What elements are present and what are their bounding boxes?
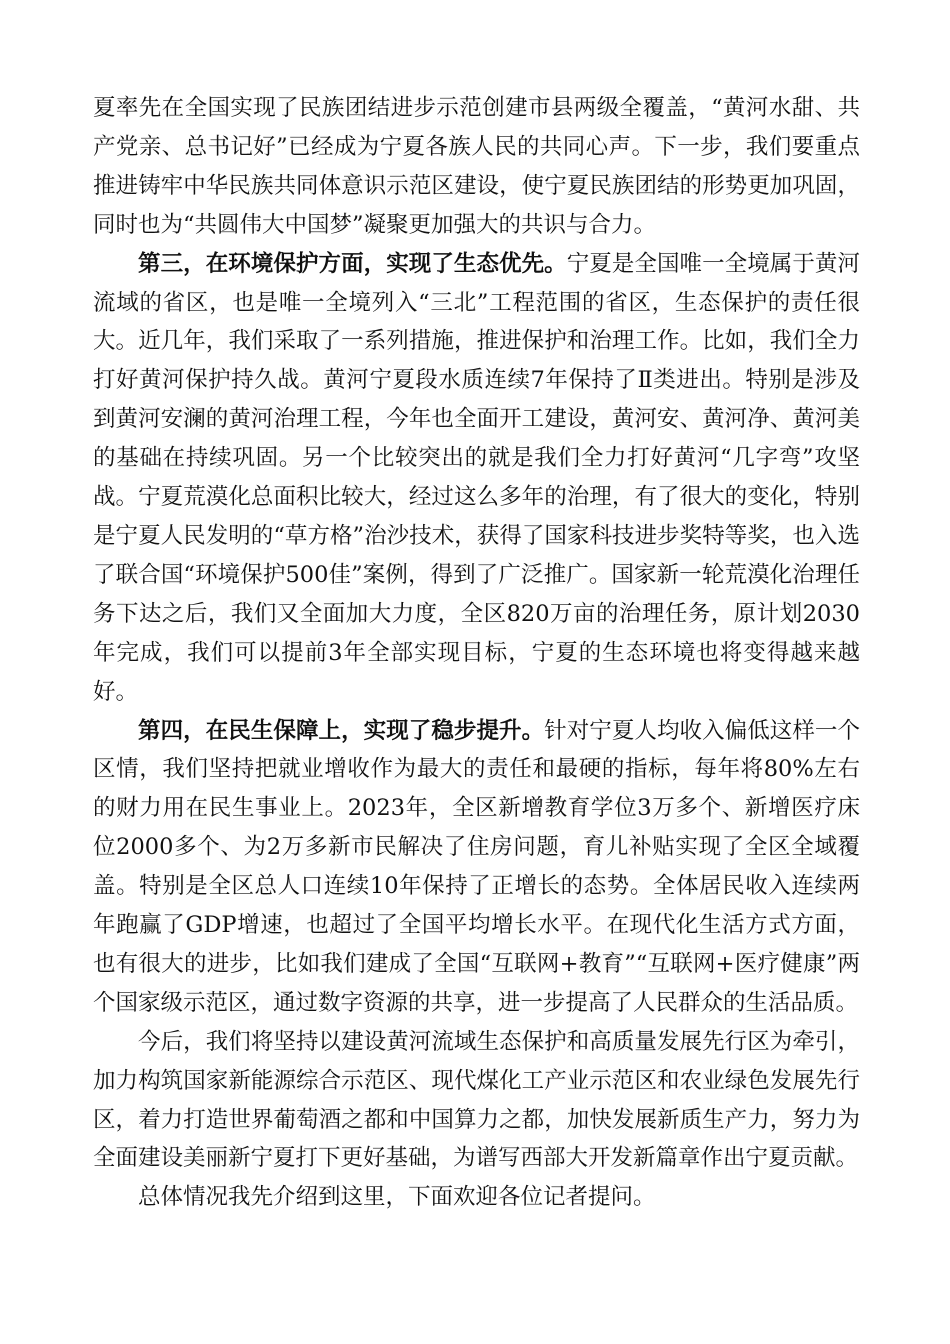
paragraph-continuation xyxy=(93,89,860,245)
paragraph-closing xyxy=(93,1178,860,1217)
paragraph-environment xyxy=(93,245,860,712)
paragraph-heading: 第三，在环境保护方面，实现了生态优先。 xyxy=(138,250,567,277)
paragraph-text: 总体情况我先介绍到这里，下面欢迎各位记者提问。 xyxy=(138,1184,656,1211)
paragraph-livelihood xyxy=(93,712,860,1023)
paragraph-text: 宁夏是全国唯一全境属于黄河流域的省区，也是唯一全境列入“三北”工程范围的省区，生态保护的责任很大。近几年，我们采取了一系列措施，推进保护和治理工作。比如，我们全力打好黄河保护持久战。黄河宁夏段水质连续7年保持了Ⅱ类进出。特别是涉及到黄河安澜的黄河治理工程，今年也全面开工建设，黄河安、黄河净、黄河美的基础在持续巩固。另一个比较突出的就是我们全力打好黄河“几字弯”攻坚战。宁夏荒漠化总面积比较大，经过这么多年的治理，有了很大的变化，特别是宁夏人民发明的“草方格”治沙技术，获得了国家科技进步奖特等奖，也入选了联合国“环境保护500佳”案例，得到了广泛推广。国家新一轮荒漠化治理任务下达之后，我们又全面加大力度，全区820万亩的治理任务，原计划2030年完成，我们可以提前3年全部实现目标，宁夏的生态环境也将变得越来越好。 xyxy=(93,250,860,705)
document-body xyxy=(93,89,860,1217)
paragraph-outlook xyxy=(93,1023,860,1179)
paragraph-text: 针对宁夏人均收入偏低这样一个区情，我们坚持把就业增收作为最大的责任和最硬的指标，每年将80%左右的财力用在民生事业上。2023年，全区新增教育学位3万多个、新增医疗床位2000多个、为2万多新市民解决了住房问题，育儿补贴实现了全区全域覆盖。特别是全区总人口连续10年保持了正增长的态势。全体居民收入连续两年跑赢了GDP增速，也超过了全国平均增长水平。在现代化生活方式方面，也有很大的进步，比如我们建成了全国“互联网+教育”“互联网+医疗健康”两个国家级示范区，通过数字资源的共享，进一步提高了人民群众的生活品质。 xyxy=(93,717,860,1016)
paragraph-text: 夏率先在全国实现了民族团结进步示范创建市县两级全覆盖，“黄河水甜、共产党亲、总书记好”已经成为宁夏各族人民的共同心声。下一步，我们要重点推进铸牢中华民族共同体意识示范区建设，使宁夏民族团结的形势更加巩固，同时也为“共圆伟大中国梦”凝聚更加强大的共识与合力。 xyxy=(93,95,860,238)
paragraph-heading: 第四，在民生保障上，实现了稳步提升。 xyxy=(138,717,545,744)
paragraph-text: 今后，我们将坚持以建设黄河流域生态保护和高质量发展先行区为牵引，加力构筑国家新能源综合示范区、现代煤化工产业示范区和农业绿色发展先行区，着力打造世界葡萄酒之都和中国算力之都，加快发展新质生产力，努力为全面建设美丽新宁夏打下更好基础，为谱写西部大开发新篇章作出宁夏贡献。 xyxy=(93,1028,860,1172)
